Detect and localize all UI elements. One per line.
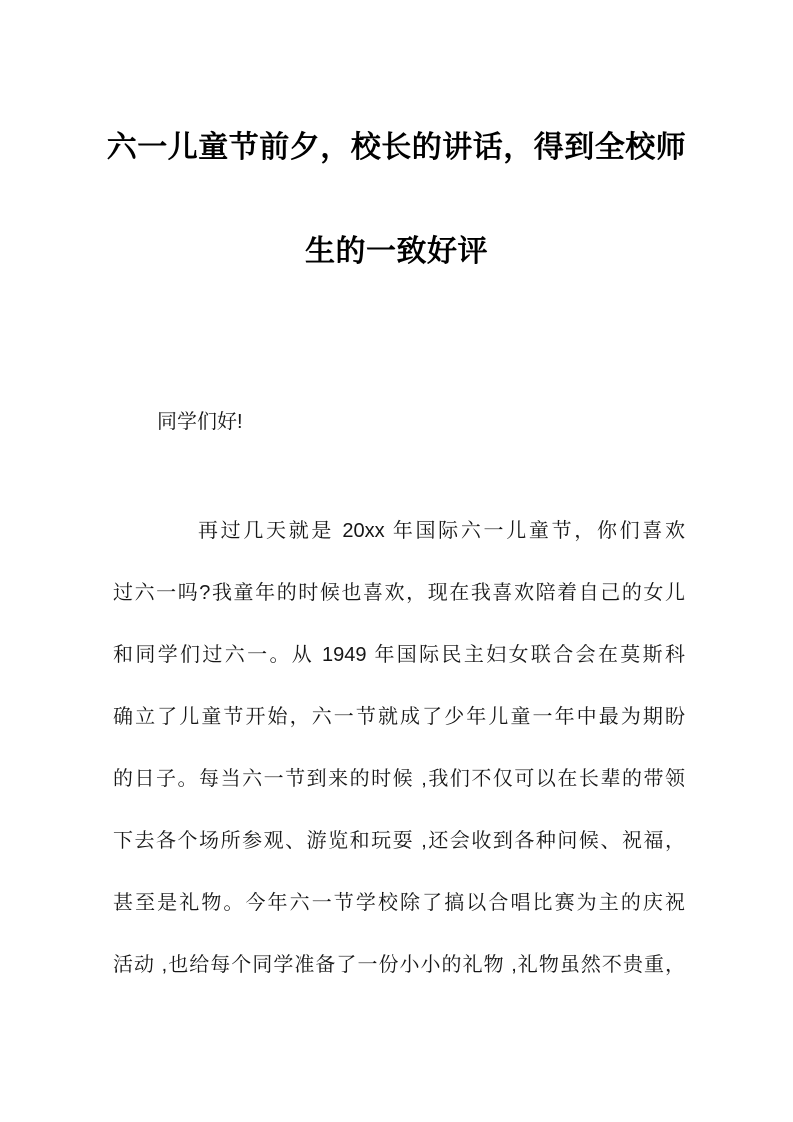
paragraph-line-8: 活动 ,也给每个同学准备了一份小小的礼物 ,礼物虽然不贵重， [113,954,685,976]
paragraph-line-7: 甚至是礼物。今年六一节学校除了搞以合唱比赛为主的庆祝 [113,892,685,914]
salutation-line: 同学们好! [157,411,243,433]
paragraph-line-2: 过六一吗?我童年的时候也喜欢，现在我喜欢陪着自己的女儿 [113,582,685,604]
document-title [0,96,793,304]
paragraph-line-1: 再过几天就是 20xx 年国际六一儿童节，你们喜欢 [198,520,685,542]
paragraph-line-5: 的日子。每当六一节到来的时候 ,我们不仅可以在长辈的带领 [113,768,685,790]
paragraph-line-3: 和同学们过六一。从 1949 年国际民主妇女联合会在莫斯科 [113,644,685,666]
main-paragraph [113,500,685,996]
paragraph-line-4: 确立了儿童节开始，六一节就成了少年儿童一年中最为期盼 [113,706,685,728]
title-line-2: 生的一致好评 [305,235,488,268]
paragraph-line-6: 下去各个场所参观、游览和玩耍 ,还会收到各种问候、祝福， [113,830,685,852]
document-body [113,391,685,996]
title-line-1: 六一儿童节前夕，校长的讲话，得到全校师 [106,131,687,164]
